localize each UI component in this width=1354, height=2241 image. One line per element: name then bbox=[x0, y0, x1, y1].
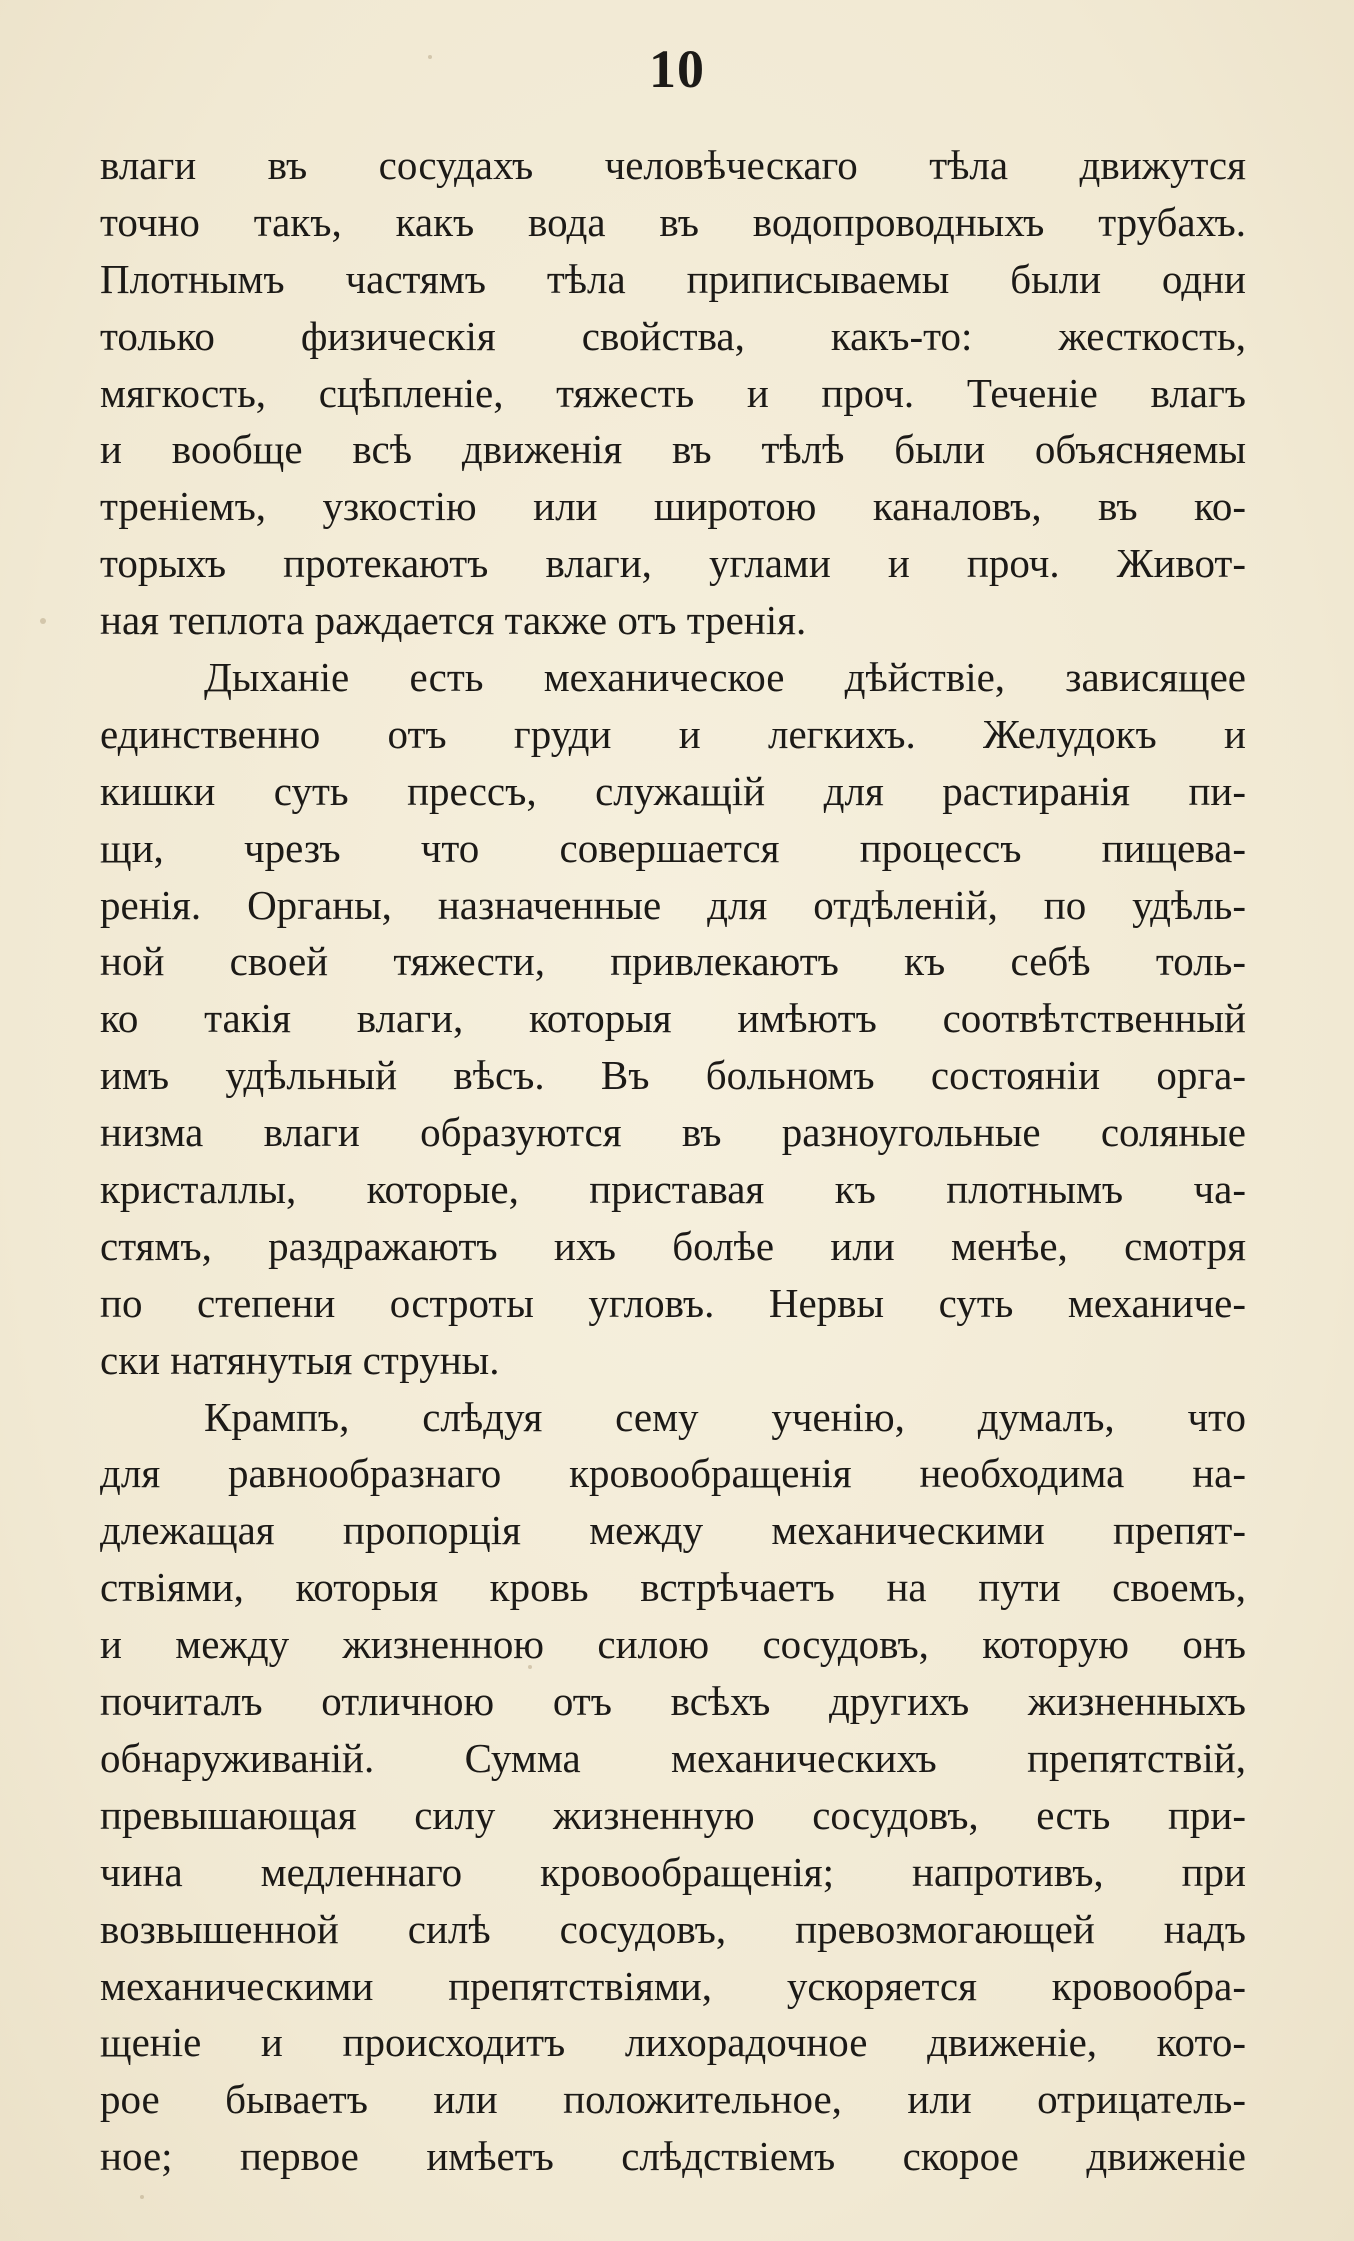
paper-speck bbox=[140, 2195, 144, 2199]
text-line: для равнообразнаго кровообращенія необходима на- bbox=[100, 1450, 1246, 1497]
paragraph-start-line: Дыханіе есть механическое дѣйствіе, зависящее bbox=[204, 654, 1246, 701]
text-line: и вообще всѣ движенія въ тѣлѣ были объясняемы bbox=[100, 426, 1246, 473]
text-line: только физическія свойства, какъ-то: жесткость, bbox=[100, 312, 1246, 359]
body-text bbox=[100, 137, 1246, 2185]
text-line: чина медленнаго кровообращенія; напротивъ, при bbox=[100, 1848, 1246, 1895]
text-line: влаги въ сосудахъ человѣческаго тѣла движутся bbox=[100, 142, 1246, 188]
text-line: щи, чрезъ что совершается процессъ пищева- bbox=[100, 824, 1246, 871]
text-line: и между жизненною силою сосудовъ, которую онъ bbox=[100, 1621, 1246, 1668]
text-line: ная теплота раждается также отъ тренія. bbox=[100, 597, 807, 644]
paragraph-start-line: Крампъ, слѣдуя сему ученію, думалъ, что bbox=[204, 1393, 1246, 1440]
text-line: ной своей тяжести, привлекаютъ къ себѣ толь- bbox=[100, 938, 1246, 985]
paper-speck bbox=[40, 618, 46, 624]
text-line: торыхъ протекаютъ влаги, углами и проч. Живот- bbox=[100, 540, 1246, 587]
text-line: превышающая силу жизненную сосудовъ, есть при- bbox=[100, 1791, 1246, 1838]
text-line: механическими препятствіями, ускоряется кровообра- bbox=[100, 1962, 1246, 2009]
text-line: кишки суть прессъ, служащій для растиранія пи- bbox=[100, 767, 1246, 814]
text-line: почиталъ отличною отъ всѣхъ другихъ жизненныхъ bbox=[100, 1678, 1246, 1725]
text-line: мягкость, сцѣпленіе, тяжесть и проч. Теченіе влагъ bbox=[100, 369, 1246, 416]
text-line: кристаллы, которые, приставая къ плотнымъ ча- bbox=[100, 1166, 1246, 1213]
text-line: ренія. Органы, назначенные для отдѣленій, по удѣль- bbox=[100, 881, 1246, 928]
text-line: треніемъ, узкостію или широтою каналовъ, въ ко- bbox=[100, 483, 1246, 530]
text-line: низма влаги образуются въ разноугольные соляные bbox=[100, 1109, 1246, 1156]
text-line: обнаруживаній. Сумма механическихъ препятствій, bbox=[100, 1734, 1246, 1781]
text-line: единственно отъ груди и легкихъ. Желудокъ и bbox=[100, 710, 1246, 757]
text-line: по степени остроты угловъ. Нервы суть механиче- bbox=[100, 1279, 1246, 1326]
text-line: ски натянутыя струны. bbox=[100, 1336, 500, 1383]
text-line: ное; первое имѣетъ слѣдствіемъ скорое движеніе bbox=[100, 2133, 1246, 2180]
text-line: имъ удѣльный вѣсъ. Въ больномъ состояніи орга- bbox=[100, 1052, 1246, 1099]
text-line: щеніе и происходитъ лихорадочное движеніе, кото- bbox=[100, 2019, 1246, 2066]
text-line: Плотнымъ частямъ тѣла приписываемы были одни bbox=[100, 255, 1246, 302]
text-line: ко такія влаги, которыя имѣютъ соотвѣтственный bbox=[100, 995, 1246, 1042]
text-line: ствіями, которыя кровь встрѣчаетъ на пути своемъ, bbox=[100, 1564, 1246, 1611]
text-line: возвышенной силѣ сосудовъ, превозмогающей надъ bbox=[100, 1905, 1246, 1952]
text-line: стямъ, раздражаютъ ихъ болѣе или менѣе, смотря bbox=[100, 1222, 1246, 1269]
page-number: 10 bbox=[649, 39, 705, 99]
text-line: рое бываетъ или положительное, или отрицатель- bbox=[100, 2076, 1246, 2123]
text-line: точно такъ, какъ вода въ водопроводныхъ трубахъ. bbox=[100, 198, 1246, 245]
text-line: длежащая пропорція между механическими препят- bbox=[100, 1507, 1246, 1554]
